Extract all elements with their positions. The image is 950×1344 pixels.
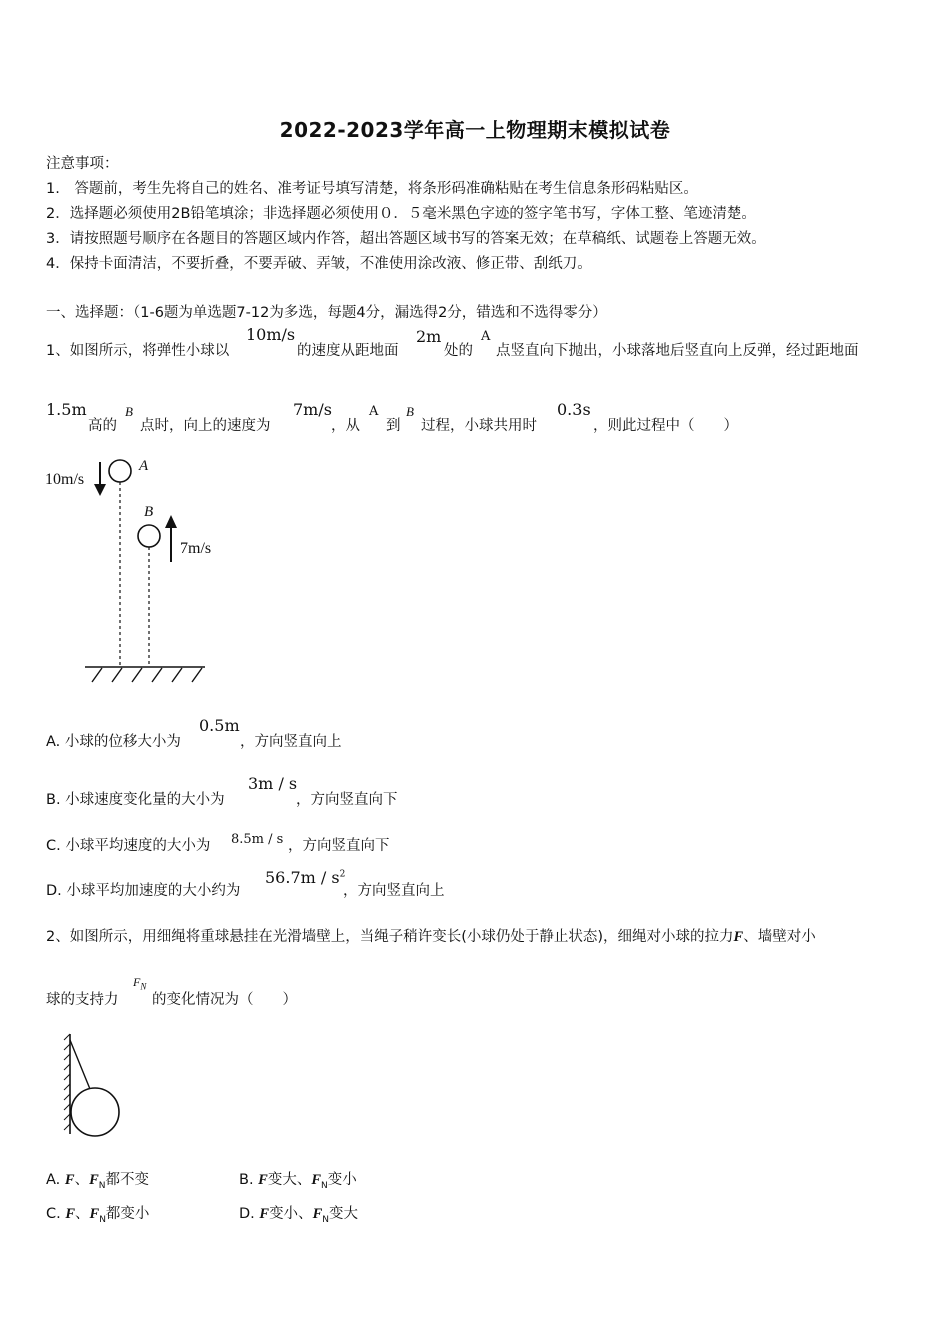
section-heading: 一、选择题：（1-6题为单选题7-12为多选，每题4分，漏选得2分，错选和不选得零分） (46, 305, 607, 321)
q1-line1-text4: 点竖直向下抛出，小球落地后竖直向上反弹，经过距地面 (496, 343, 859, 359)
q1-line2-text4: 到 (386, 418, 401, 434)
q1-option-b-text2: ，方向竖直向下 (296, 792, 398, 808)
q1-figure-label-a: A (139, 458, 149, 474)
q1-line1-text1: 1、如图所示，将弹性小球以 (46, 343, 230, 359)
q2-line2-text2: 的变化情况为（ ） (152, 992, 297, 1008)
q1-line1-math1: 10m/s (246, 325, 296, 344)
ball-b (138, 525, 160, 547)
q2-option-d: D. F变小、$F_N$变大 (239, 1206, 358, 1225)
notice-item-4: 4．保持卡面清洁，不要折叠，不要弄破、弄皱，不准使用涂改液、修正带、刮纸刀。 (46, 256, 592, 272)
notice-item-3: 3．请按照题号顺序在各题目的答题区域内作答，超出答题区域书写的答案无效；在草稿纸、试题卷上答题无效。 (46, 231, 766, 247)
page-title: 2022-2023学年高一上物理期末模拟试卷 (279, 118, 671, 142)
q1-option-b-text1: B. 小球速度变化量的大小为 (46, 792, 225, 808)
q2-figure (60, 1030, 140, 1145)
up-arrow-icon (165, 515, 177, 562)
q2-line1: 2、如图所示，用细绳将重球悬挂在光滑墙壁上，当绳子稍许变长(小球仍处于静止状态)，细绳对小球的拉力F、墙壁对小 (46, 929, 816, 945)
notice-heading: 注意事项： (46, 156, 119, 172)
q2-line2-text1: 球的支持力 (46, 992, 119, 1008)
q2-option-b: B. F变大、$F_N$变小 (239, 1172, 357, 1191)
q1-option-a-math: 0.5m (199, 716, 240, 735)
wall-icon (64, 1034, 70, 1134)
q1-figure (40, 448, 220, 688)
q1-line2-math4: A (369, 404, 379, 419)
ground-icon (85, 667, 205, 682)
q1-line1-text2: 的速度从距地面 (297, 343, 399, 359)
q2-option-c: C. F、$F_N$都变小 (46, 1206, 150, 1225)
hanging-ball (71, 1088, 119, 1136)
q1-figure-velocity-b: 7m/s (180, 540, 212, 557)
q1-option-a-text1: A. 小球的位移大小为 (46, 734, 181, 750)
q1-line1-math3: A (481, 329, 491, 344)
q1-option-b-math: 3m / s (248, 774, 298, 793)
q2-option-a: A. F、$F_N$都不变 (46, 1172, 149, 1191)
q1-option-c-text1: C. 小球平均速度的大小为 (46, 838, 211, 854)
q1-line2-math2: B (125, 404, 133, 419)
q1-line2-math1: 1.5m (46, 400, 87, 419)
q1-figure-velocity-a: 10m/s (45, 471, 85, 488)
notice-item-2: 2．选择题必须使用2B铅笔填涂；非选择题必须使用０．５毫米黑色字迹的签字笔书写，字体工整、笔迹清楚。 (46, 206, 756, 222)
q1-option-c-math: 8.5m / s (231, 832, 284, 847)
q1-line1-text3: 处的 (444, 343, 473, 359)
q1-line2-math5: B (406, 404, 414, 419)
down-arrow-icon (94, 462, 106, 496)
q1-line2-text1: 高的 (88, 418, 117, 434)
rope (70, 1040, 92, 1094)
q1-line2-text2: 点时，向上的速度为 (140, 418, 271, 434)
q1-option-c-text2: ，方向竖直向下 (288, 838, 390, 854)
q1-line1-math2: 2m (416, 327, 442, 346)
q1-line2-text5: 过程，小球共用时 (421, 418, 537, 434)
q1-figure-label-b: B (144, 504, 154, 520)
q1-line2-math6: 0.3s (557, 400, 591, 419)
q1-option-d-math: $56.7m / s^2$ (265, 868, 346, 887)
q1-line2-math3: 7m/s (293, 400, 332, 419)
q1-option-a-text2: ，方向竖直向上 (240, 734, 342, 750)
ball-a (109, 460, 131, 482)
q1-option-d-text1: D. 小球平均加速度的大小约为 (46, 883, 241, 899)
q2-line2-fn: $F_N$ (133, 975, 147, 992)
q1-line2-text3: ，从 (331, 418, 360, 434)
notice-item-1: 1. 答题前，考生先将自己的姓名、准考证号填写清楚，将条形码准确粘贴在考生信息条形码粘贴区。 (46, 181, 698, 197)
q1-line2-text6: ，则此过程中（ ） (593, 418, 738, 434)
q1-option-d-text2: ，方向竖直向上 (343, 883, 445, 899)
